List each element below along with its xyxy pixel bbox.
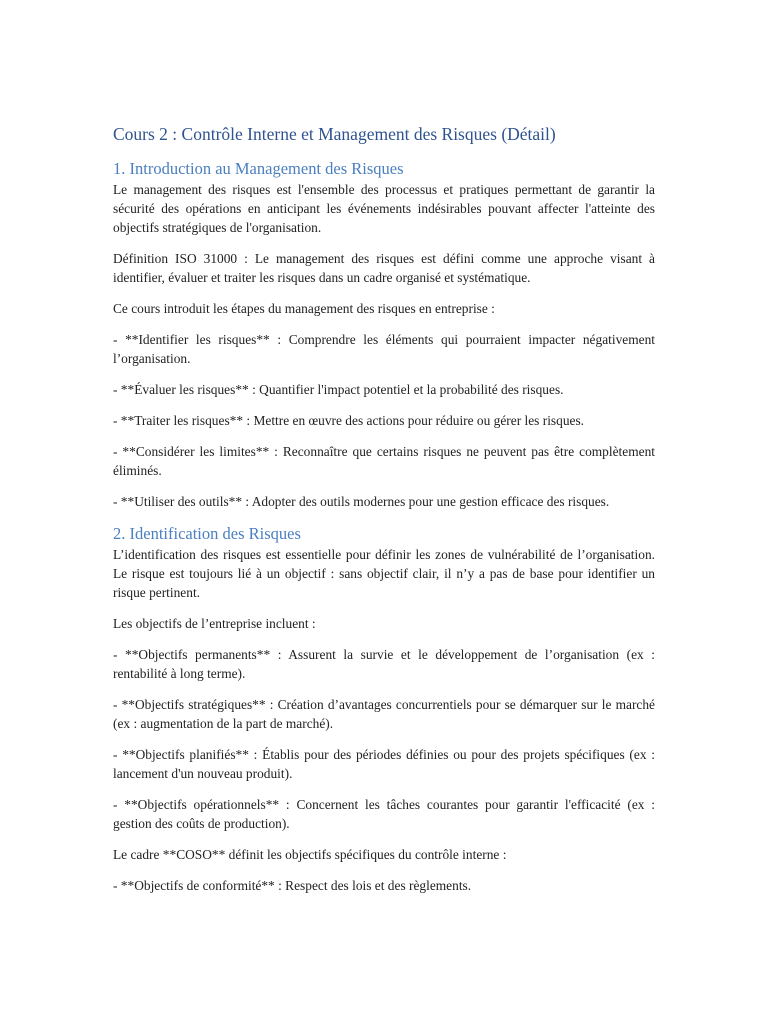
- list-item: - **Identifier les risques** : Comprendre les éléments qui pourraient impacter négativement l’organisation.: [113, 332, 655, 366]
- list-item: - **Objectifs planifiés** : Établis pour des périodes définies ou pour des projets spécifiques (ex : lancement d'un nouveau produit).: [113, 747, 655, 781]
- paragraph: Le cadre **COSO** définit les objectifs spécifiques du contrôle interne :: [113, 847, 507, 862]
- list-item: - **Objectifs permanents** : Assurent la survie et le développement de l’organisation (ex : rentabilité à long terme).: [113, 647, 655, 681]
- document-title: Cours 2 : Contrôle Interne et Management des Risques (Détail): [113, 124, 556, 144]
- list-item: - **Considérer les limites** : Reconnaître que certains risques ne peuvent pas être complètement éliminés.: [113, 444, 655, 478]
- list-item: - **Objectifs stratégiques** : Création d’avantages concurrentiels pour se démarquer sur le marché (ex : augmentation de la part de marché).: [113, 697, 655, 731]
- list-item: - **Objectifs de conformité** : Respect des lois et des règlements.: [113, 878, 472, 893]
- section-heading: 1. Introduction au Management des Risques: [113, 159, 404, 178]
- paragraph: Les objectifs de l’entreprise incluent :: [113, 616, 316, 631]
- list-item: - **Évaluer les risques** : Quantifier l'impact potentiel et la probabilité des risques.: [113, 382, 564, 397]
- paragraph: Définition ISO 31000 : Le management des risques est défini comme une approche visant à identifier, évaluer et traiter les risques dans un cadre organisé et systématique.: [113, 251, 655, 285]
- paragraph: Le management des risques est l'ensemble des processus et pratiques permettant de garantir la sécurité des opérations en anticipant les événements indésirables pouvant affecter l'atteinte des objectifs stratégiques de l'organisation.: [113, 182, 655, 235]
- paragraph: Ce cours introduit les étapes du management des risques en entreprise :: [113, 301, 495, 316]
- list-item: - **Utiliser des outils** : Adopter des outils modernes pour une gestion efficace des risques.: [113, 494, 610, 509]
- section-identification: [113, 523, 655, 895]
- paragraph: L’identification des risques est essentielle pour définir les zones de vulnérabilité de l’organisation. Le risque est toujours lié à un objectif : sans objectif clair, il n’y a pas de base pour identifier un risque pertinent.: [113, 547, 655, 600]
- list-item: - **Objectifs opérationnels** : Concernent les tâches courantes pour garantir l'efficacité (ex : gestion des coûts de production).: [113, 797, 655, 831]
- section-introduction: [113, 158, 655, 511]
- document-page: [113, 122, 655, 907]
- list-item: - **Traiter les risques** : Mettre en œuvre des actions pour réduire ou gérer les risques.: [113, 413, 585, 428]
- section-heading: 2. Identification des Risques: [113, 524, 301, 543]
